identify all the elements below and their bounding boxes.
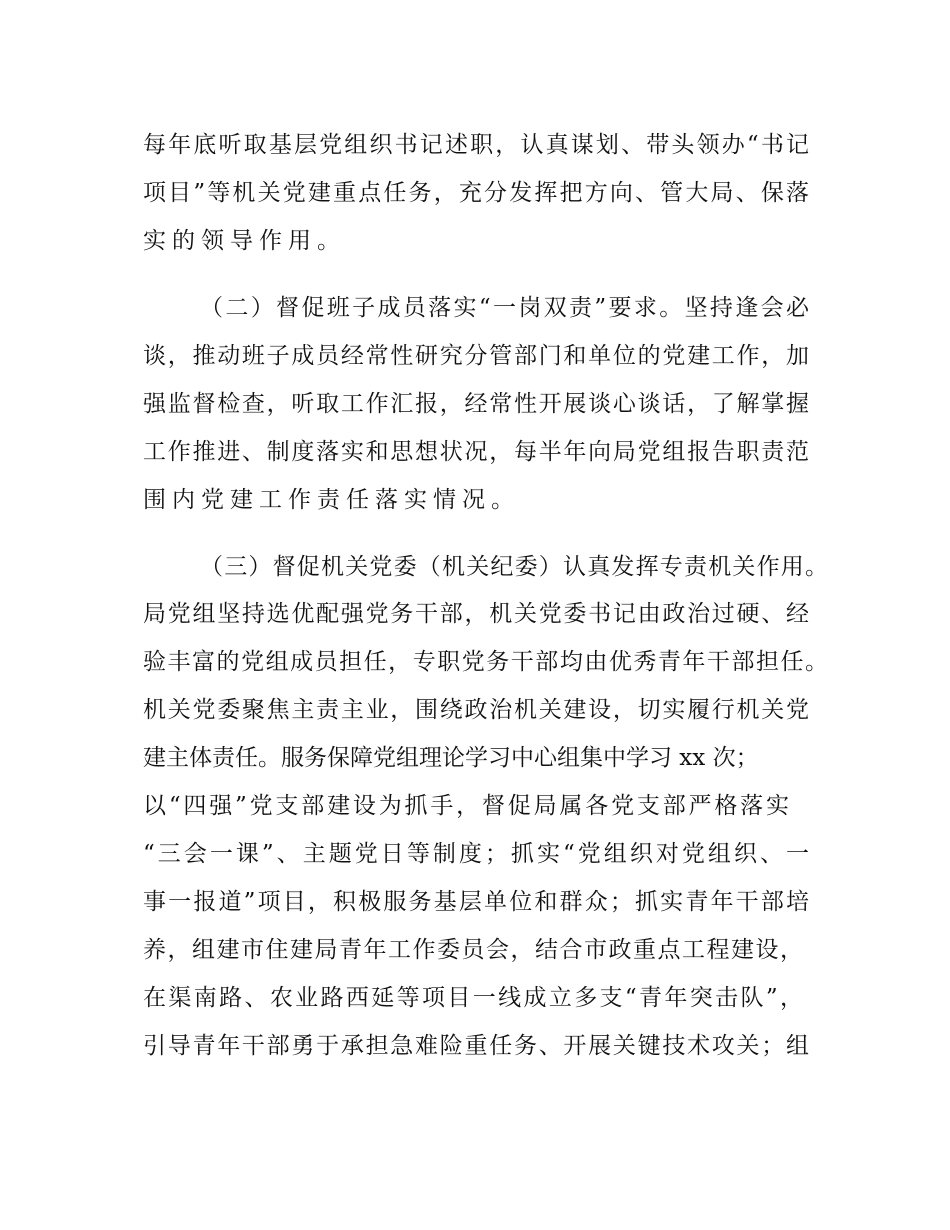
text-line: 验丰富的党组成员担任，专职党务干部均由优秀青年干部担任。: [143, 649, 828, 675]
text-line: 引导青年干部勇于承担急难险重任务、开展关键技术攻关；组: [143, 1033, 809, 1059]
text-line: 养，组建市住建局青年工作委员会，结合市政重点工程建设，: [143, 937, 803, 963]
text-line: 谈，推动班子成员经常性研究分管部门和单位的党建工作，加: [143, 343, 809, 369]
text-line: 工作推进、制度落实和思想状况，每半年向局党组报告职责范: [143, 439, 809, 465]
text-line: 以“四强”党支部建设为抓手，督促局属各党支部严格落实: [143, 793, 789, 819]
text-line: 事一报道”项目，积极服务基层单位和群众；抓实青年干部培: [143, 889, 809, 915]
text-line: 强监督检查，听取工作汇报，经常性开展谈心谈话，了解掌握: [143, 391, 809, 417]
text-line: （二）督促班子成员落实“一岗双责”要求。坚持逢会必: [200, 295, 809, 321]
text-line: （三）督促机关党委（机关纪委）认真发挥专责机关作用。: [200, 554, 828, 580]
text-line: 局党组坚持选优配强党务干部，机关党委书记由政治过硬、经: [143, 601, 809, 627]
text-line: 机关党委聚焦主责主业，围绕政治机关建设，切实履行机关党: [143, 697, 809, 723]
text-line: 实的领导作用。: [143, 228, 346, 254]
text-line: 每年底听取基层党组织书记述职，认真谋划、带头领办“书记: [143, 132, 809, 158]
text-line: 在渠南路、农业路西延等项目一线成立多支“青年突击队”，: [143, 985, 803, 1011]
text-line: 项目”等机关党建重点任务，充分发挥把方向、管大局、保落: [143, 180, 809, 206]
text-line: “三会一课”、主题党日等制度；抓实“党组织对党组织、一: [143, 841, 809, 867]
text-line: 建主体责任。服务保障党组理论学习中心组集中学习 xx 次；: [143, 745, 759, 771]
text-line: 围内党建工作责任落实情况。: [143, 487, 520, 513]
